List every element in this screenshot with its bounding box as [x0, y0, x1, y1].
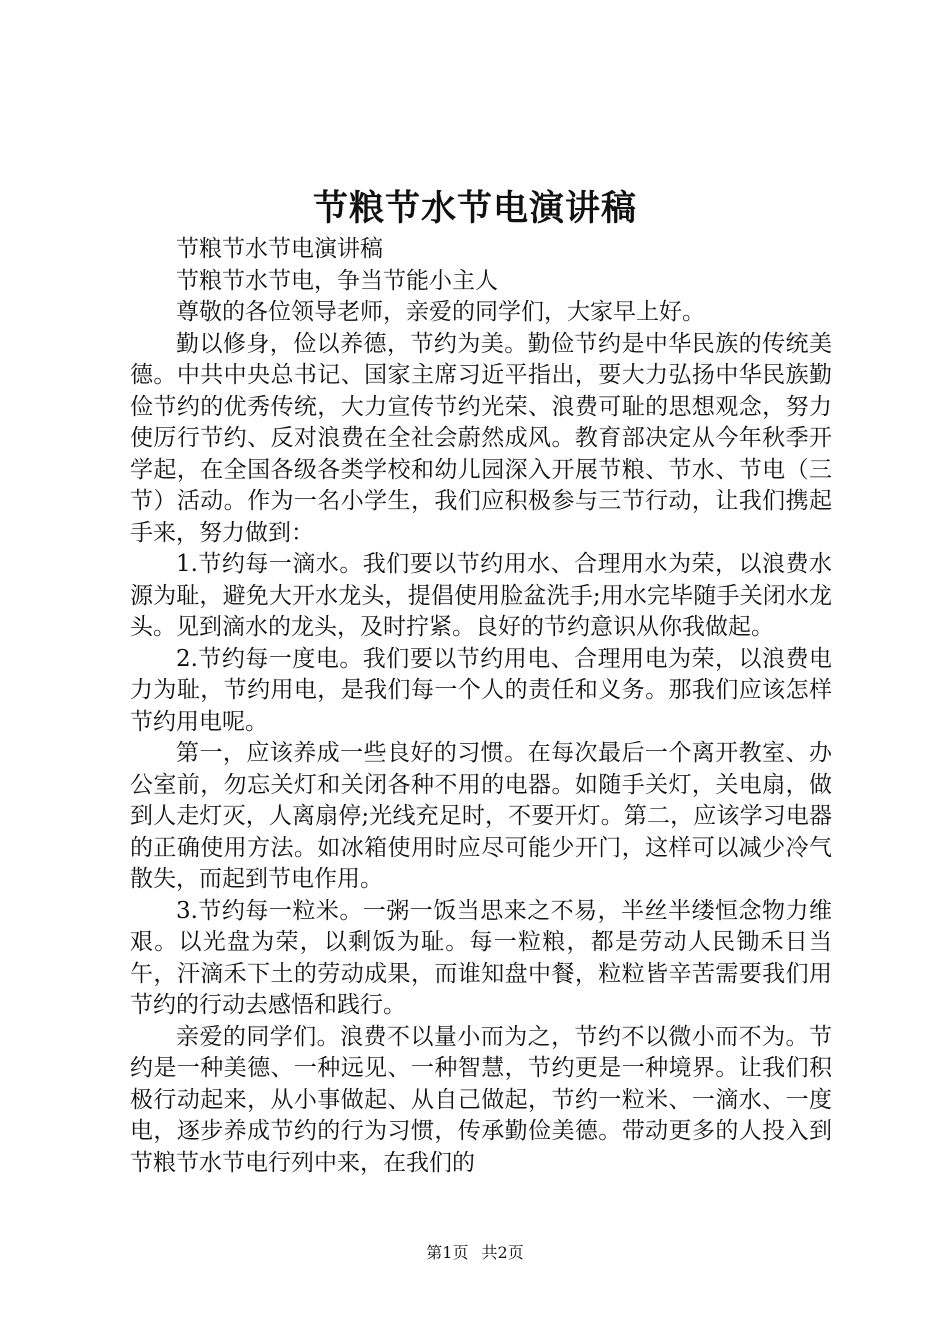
paragraph-intro: 勤以修身，俭以养德，节约为美。勤俭节约是中华民族的传统美德。中共中央总书记、国家主席习近平指出，要大力弘扬中华民族勤俭节约的优秀传统，大力宣传节约光荣、浪费可耻的思想观念，努力使厉行节约、反对浪费在全社会蔚然成风。教育部决定从今年秋季开学起，在全国各级各类学校和幼儿园深入开展节粮、节水、节电（三节）活动。作为一名小学生，我们应积极参与三节行动，让我们携起手来，努力做到： [130, 330, 832, 546]
page-footer [0, 1242, 950, 1264]
paragraph-closing: 亲爱的同学们。浪费不以量小而为之，节约不以微小而不为。节约是一种美德、一种远见、一种智慧，节约更是一种境界。让我们积极行动起来，从小事做起、从自己做起，节约一粒米、一滴水、一度电，逐步养成节约的行为习惯，传承勤俭美德。带动更多的人投入到节粮节水节电行列中来，在我们的 [130, 1023, 832, 1176]
paragraph-greeting: 尊敬的各位领导老师，亲爱的同学们，大家早上好。 [176, 299, 705, 325]
paragraph-save-rice: 3.节约每一粒米。一粥一饭当思来之不易，半丝半缕恒念物力维艰。以光盘为荣，以剩饭为耻。每一粒粮，都是劳动人民锄禾日当午，汗滴禾下土的劳动成果，而谁知盘中餐，粒粒皆辛苦需要我们用节约的行动去感悟和践行。 [130, 897, 832, 1018]
paragraph-subtitle: 节粮节水节电演讲稿 [176, 236, 383, 262]
paragraph-save-electricity: 2.节约每一度电。我们要以节约用电、合理用电为荣，以浪费电力为耻，节约用电，是我们每一个人的责任和义务。那我们应该怎样节约用电呢。 [130, 645, 832, 735]
paragraph-electricity-habits: 第一，应该养成一些良好的习惯。在每次最后一个离开教室、办公室前，勿忘关灯和关闭各种不用的电器。如随手关灯，关电扇，做到人走灯灭，人离扇停;光线充足时，不要开灯。第二，应该学习电器的正确使用方法。如冰箱使用时应尽可能少开门，这样可以减少冷气散失，而起到节电作用。 [130, 740, 832, 892]
document-title: 节粮节水节电演讲稿 [312, 188, 637, 229]
paragraph-save-water: 1.节约每一滴水。我们要以节约用水、合理用水为荣，以浪费水源为耻，避免大开水龙头，提倡使用脸盆洗手;用水完毕随手关闭水龙头。见到滴水的龙头，及时拧紧。良好的节约意识从你我做起。 [130, 551, 832, 640]
document-body [130, 234, 832, 1179]
page-total: 共2页 [481, 1243, 524, 1262]
page-number: 第1页 [426, 1243, 469, 1262]
paragraph-theme: 节粮节水节电，争当节能小主人 [176, 267, 498, 294]
